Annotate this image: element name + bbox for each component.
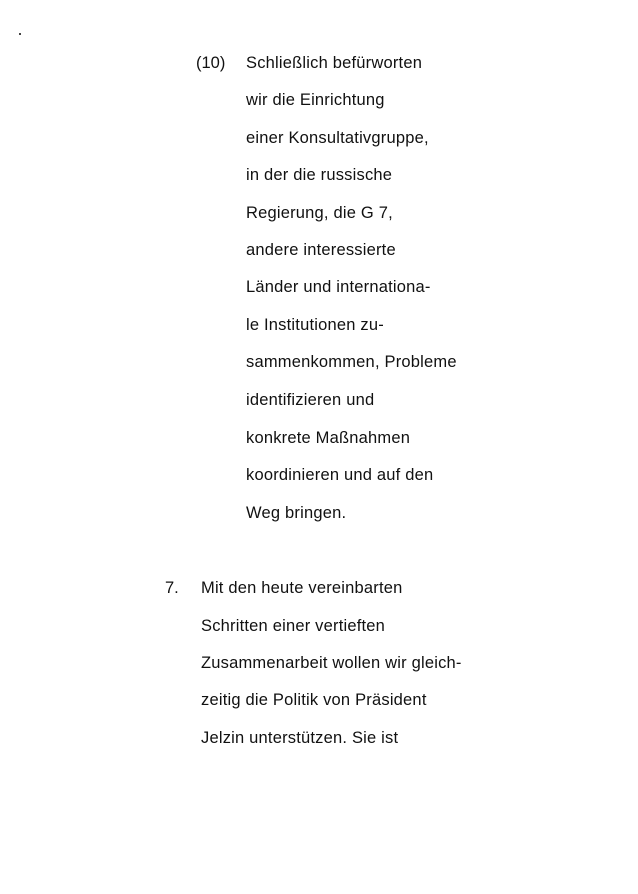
text-line: identifizieren und xyxy=(246,391,375,409)
text-line: in der die russische xyxy=(246,166,393,184)
text-line: Schritten einer vertieften xyxy=(201,617,386,635)
text-line: andere interessierte xyxy=(246,241,396,259)
text-line: sammenkommen, Probleme xyxy=(246,353,457,371)
text-line: zeitig die Politik von Präsident xyxy=(201,691,427,709)
text-line: le Institutionen zu- xyxy=(246,316,384,334)
paragraph-number: 7. xyxy=(165,579,179,597)
text-line: Regierung, die G 7, xyxy=(246,204,393,222)
text-line: konkrete Maßnahmen xyxy=(246,429,411,447)
text-line: Länder und internationa- xyxy=(246,278,431,296)
text-line: Schließlich befürworten xyxy=(246,54,423,72)
text-line: Weg bringen. xyxy=(246,504,347,522)
text-line: einer Konsultativgruppe, xyxy=(246,129,429,147)
paragraph-number: (10) xyxy=(196,54,226,72)
text-line: Jelzin unterstützen. Sie ist xyxy=(201,729,399,747)
text-line: koordinieren und auf den xyxy=(246,466,434,484)
text-line: Zusammenarbeit wollen wir gleich- xyxy=(201,654,462,672)
scan-speck xyxy=(19,33,21,35)
text-line: wir die Einrichtung xyxy=(246,91,385,109)
text-line: Mit den heute vereinbarten xyxy=(201,579,403,597)
